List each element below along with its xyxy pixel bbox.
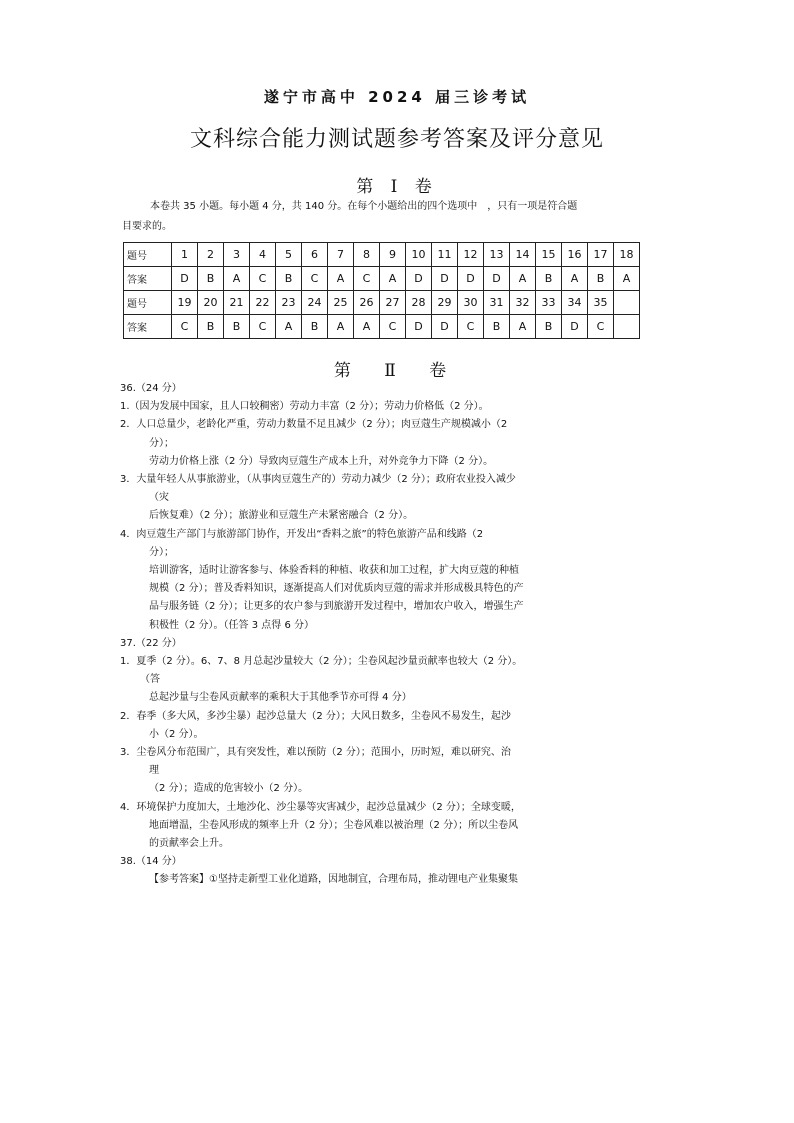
answer-letter-cell: C bbox=[458, 315, 484, 339]
answer-letter-cell: D bbox=[484, 267, 510, 291]
part2-title: 第 Ⅱ 卷 bbox=[333, 361, 461, 381]
question-number-cell: 7 bbox=[328, 243, 354, 267]
question-number-cell: 2 bbox=[198, 243, 224, 267]
answer-letter-cell: A bbox=[510, 315, 536, 339]
answer-letter-cell: C bbox=[250, 315, 276, 339]
answer-line: （灾 bbox=[149, 492, 169, 504]
question-number-cell: 14 bbox=[510, 243, 536, 267]
question-number-cell bbox=[614, 291, 640, 315]
question-number-cell: 3 bbox=[224, 243, 250, 267]
answer-letter-cell: A bbox=[354, 315, 380, 339]
question-number-cell: 21 bbox=[224, 291, 250, 315]
answer-letter-cell: C bbox=[250, 267, 276, 291]
question-number-cell: 17 bbox=[588, 243, 614, 267]
answer-letter-cell: A bbox=[224, 267, 250, 291]
question-number-cell: 4 bbox=[250, 243, 276, 267]
answer-line: 的贡献率会上升。 bbox=[149, 838, 229, 850]
row-label-answer: 答案 bbox=[124, 315, 172, 339]
answer-letter-cell: D bbox=[172, 267, 198, 291]
intro-line-2: 目要求的。 bbox=[122, 221, 172, 232]
answer-letter-cell: B bbox=[198, 315, 224, 339]
answer-table bbox=[123, 242, 640, 339]
question-number-cell: 1 bbox=[172, 243, 198, 267]
answer-letter-cell: B bbox=[536, 267, 562, 291]
question-number-cell: 35 bbox=[588, 291, 614, 315]
answer-line: 3．大量年轻人从事旅游业，（从事肉豆蔻生产的）劳动力减少（2 分）；政府农业投入减少 bbox=[120, 474, 516, 486]
question-number-cell: 24 bbox=[302, 291, 328, 315]
row-label-question: 题号 bbox=[124, 291, 172, 315]
answer-line: 后恢复难）（2 分）；旅游业和豆蔻生产未紧密融合（2 分）。 bbox=[149, 510, 414, 522]
question-number-cell: 12 bbox=[458, 243, 484, 267]
question-number-cell: 18 bbox=[614, 243, 640, 267]
question-number-cell: 8 bbox=[354, 243, 380, 267]
answer-letter-cell: B bbox=[484, 315, 510, 339]
question-number-cell: 13 bbox=[484, 243, 510, 267]
part2-answers bbox=[120, 380, 672, 890]
question-number-cell: 11 bbox=[432, 243, 458, 267]
question-number-cell: 29 bbox=[432, 291, 458, 315]
question-number-cell: 33 bbox=[536, 291, 562, 315]
answer-line: 培训游客，适时让游客参与、体验香料的种植、收获和加工过程，扩大肉豆蔻的种植 bbox=[149, 565, 519, 577]
answer-line: 总起沙量与尘卷风贡献率的乘积大于其他季节亦可得 4 分） bbox=[149, 692, 412, 704]
answer-letter-cell: B bbox=[302, 315, 328, 339]
answer-line: 2．人口总量少，老龄化严重，劳动力数量不足且减少（2 分）；肉豆蔻生产规模减小（2 bbox=[120, 419, 508, 431]
answer-line: 38.（14 分） bbox=[120, 856, 182, 868]
row-label-answer: 答案 bbox=[124, 267, 172, 291]
answer-line: 【参考答案】①坚持走新型工业化道路，因地制宜，合理布局，推动锂电产业集聚集 bbox=[149, 874, 518, 886]
answer-row-1 bbox=[124, 267, 640, 291]
question-number-cell: 20 bbox=[198, 291, 224, 315]
answer-letter-cell: B bbox=[276, 267, 302, 291]
answer-letter-cell: B bbox=[198, 267, 224, 291]
question-number-cell: 16 bbox=[562, 243, 588, 267]
answer-line: 品与服务链（2 分）；让更多的农户参与到旅游开发过程中，增加农户收入，增强生产 bbox=[149, 601, 524, 613]
answer-letter-cell: C bbox=[172, 315, 198, 339]
answer-letter-cell: C bbox=[588, 315, 614, 339]
question-number-cell: 31 bbox=[484, 291, 510, 315]
question-number-cell: 5 bbox=[276, 243, 302, 267]
answer-letter-cell: C bbox=[302, 267, 328, 291]
answer-line: 劳动力价格上涨（2 分）导致肉豆蔻生产成本上升，对外竞争力下降（2 分）。 bbox=[149, 455, 494, 467]
answer-line: 积极性（2 分）。（任答 3 点得 6 分） bbox=[149, 619, 314, 631]
question-number-cell: 10 bbox=[406, 243, 432, 267]
exam-title: 遂宁市高中 2024 届三诊考试 bbox=[263, 88, 531, 106]
answer-row-2 bbox=[124, 315, 640, 339]
question-row-1 bbox=[124, 243, 640, 267]
row-label-question: 题号 bbox=[124, 243, 172, 267]
answer-letter-cell: A bbox=[510, 267, 536, 291]
answer-letter-cell: C bbox=[354, 267, 380, 291]
answer-line: 分）； bbox=[149, 546, 174, 558]
part1-intro bbox=[122, 197, 670, 237]
answer-line: 4．肉豆蔻生产部门与旅游部门协作，开发出“香料之旅”的特色旅游产品和线路（2 bbox=[120, 528, 484, 540]
question-number-cell: 25 bbox=[328, 291, 354, 315]
question-number-cell: 27 bbox=[380, 291, 406, 315]
question-number-cell: 22 bbox=[250, 291, 276, 315]
answer-line: （答 bbox=[140, 674, 160, 686]
question-number-cell: 15 bbox=[536, 243, 562, 267]
answer-line: 3．尘卷风分布范围广，具有突发性，难以预防（2 分）；范围小，历时短，难以研究、治 bbox=[120, 747, 511, 759]
answer-letter-cell: A bbox=[380, 267, 406, 291]
part1-title: 第 Ⅰ 卷 bbox=[356, 177, 438, 197]
answer-line: 4．环境保护力度加大，土地沙化、沙尘暴等灾害减少，起沙总量减少（2 分）；全球变暖， bbox=[120, 801, 521, 813]
question-number-cell: 30 bbox=[458, 291, 484, 315]
answer-letter-cell: A bbox=[328, 315, 354, 339]
answer-letter-cell: C bbox=[380, 315, 406, 339]
intro-line-1: 本卷共 35 小题。每小题 4 分，共 140 分。在每个小题给出的四个选项中 ，只有一项是符合题 bbox=[150, 201, 578, 212]
answer-letter-cell: D bbox=[406, 267, 432, 291]
answer-line: 1．夏季（2 分）。6、7、8 月总起沙量较大（2 分）；尘卷风起沙量贡献率也较大（2 分）。 bbox=[120, 656, 523, 668]
question-number-cell: 26 bbox=[354, 291, 380, 315]
answer-letter-cell: A bbox=[276, 315, 302, 339]
answer-letter-cell: A bbox=[328, 267, 354, 291]
answer-letter-cell: D bbox=[432, 315, 458, 339]
answer-line: （2 分）；造成的危害较小（2 分）。 bbox=[149, 783, 309, 795]
question-number-cell: 32 bbox=[510, 291, 536, 315]
answer-line: 理 bbox=[149, 765, 159, 777]
question-number-cell: 23 bbox=[276, 291, 302, 315]
question-number-cell: 9 bbox=[380, 243, 406, 267]
question-number-cell: 19 bbox=[172, 291, 198, 315]
answer-letter-cell: B bbox=[588, 267, 614, 291]
answer-letter-cell: B bbox=[536, 315, 562, 339]
answer-line: 1.（因为发展中国家，且人口较稠密）劳动力丰富（2 分）；劳动力价格低（2 分）。 bbox=[120, 401, 489, 413]
question-number-cell: 28 bbox=[406, 291, 432, 315]
answer-line: 分）； bbox=[149, 437, 174, 449]
answer-letter-cell bbox=[614, 315, 640, 339]
answer-letter-cell: D bbox=[432, 267, 458, 291]
answer-line: 地面增温，尘卷风形成的频率上升（2 分）；尘卷风难以被治理（2 分）；所以尘卷风 bbox=[149, 819, 519, 831]
answer-letter-cell: D bbox=[562, 315, 588, 339]
answer-line: 小（2 分）。 bbox=[149, 728, 204, 740]
answer-letter-cell: A bbox=[562, 267, 588, 291]
answer-letter-cell: D bbox=[406, 315, 432, 339]
answer-letter-cell: B bbox=[224, 315, 250, 339]
answer-letter-cell: A bbox=[614, 267, 640, 291]
answer-line: 36.（24 分） bbox=[120, 383, 182, 394]
answer-line: 37.（22 分） bbox=[120, 637, 182, 649]
answer-letter-cell: D bbox=[458, 267, 484, 291]
question-row-2 bbox=[124, 291, 640, 315]
answer-line: 2．春季（多大风，多沙尘暴）起沙总量大（2 分）；大风日数多，尘卷风不易发生，起沙 bbox=[120, 710, 511, 722]
document-title: 文科综合能力测试题参考答案及评分意见 bbox=[189, 127, 604, 152]
question-number-cell: 34 bbox=[562, 291, 588, 315]
answer-line: 规模（2 分）；普及香料知识，逐渐提高人们对优质肉豆蔻的需求并形成极具特色的产 bbox=[149, 583, 524, 595]
question-number-cell: 6 bbox=[302, 243, 328, 267]
